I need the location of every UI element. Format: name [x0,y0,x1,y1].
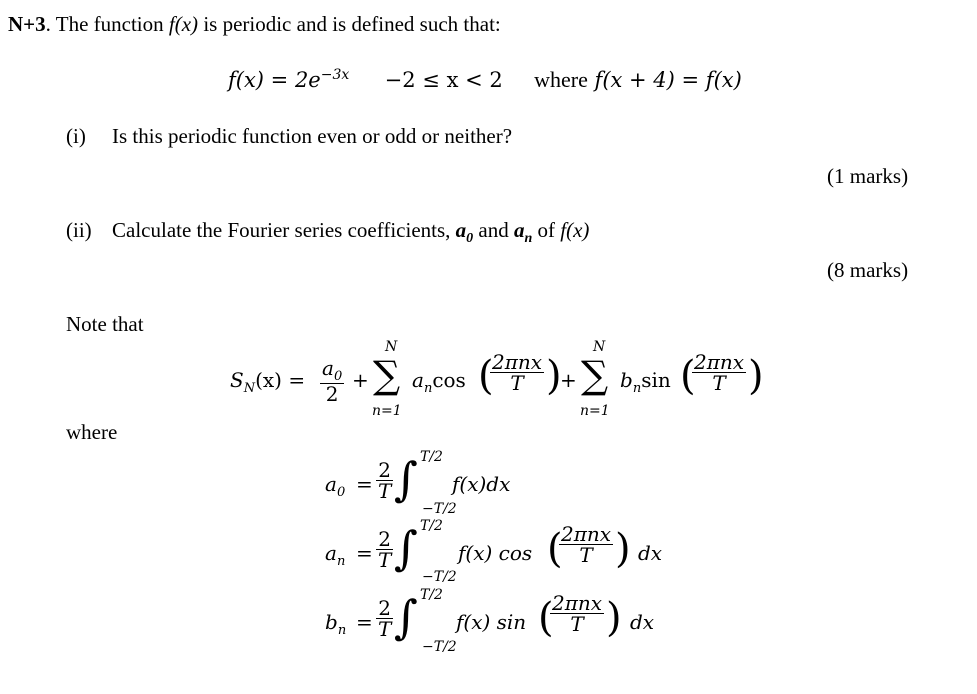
half-num: a [322,356,334,380]
sin-label: sin [641,368,671,392]
an-term-sub: n [423,381,433,396]
a0-lhs-sub: 0 [336,485,346,500]
bn-lhs [325,612,346,637]
series-S-sub: N [243,381,256,396]
part-ii-a0-sub: 0 [466,231,474,247]
sum2-upper: N [593,339,606,355]
bn-T: T [378,617,392,641]
sum2-sigma: ∑ [581,353,609,397]
definition-where: where [534,67,588,92]
series-plus-1: + [352,368,369,392]
cos-arg-den: T [490,372,544,393]
an-lower-limit: −T/2 [422,569,457,585]
a0-lhs [325,474,345,499]
note-where: where [66,420,118,444]
an-integral-sign: ∫ [394,521,418,575]
bn-lhs-sub: n [337,623,347,638]
bn-integral-sign: ∫ [394,590,418,644]
part-ii-marks: (8 marks) [827,258,909,282]
an-two: 2 [378,527,392,551]
bn-integrand: f(x) sin [456,610,527,634]
a0-lhs-letter: a [325,472,337,496]
part-i-marks: (1 marks) [827,164,909,188]
question-intro: . The function [45,12,169,36]
bn-two-over-T [376,598,393,639]
bn-argument [550,593,604,634]
sin-arg-den: T [692,372,746,393]
an-lhs [325,543,345,568]
series-S-arg: (x) = [255,368,306,392]
definition-period: f(x + 4) = f(x) [594,68,742,92]
definition-range: −2 ≤ x < 2 [384,68,503,92]
an-argument [559,524,613,565]
cos-label: cos [432,368,466,392]
bn-paren-right: ) [606,595,622,641]
sin-arg-num: 2πnx [694,350,745,374]
bn-arg-den: T [550,613,604,634]
series-half-fraction [320,358,344,404]
sum2-lower: n=1 [580,403,610,419]
sum1-sigma: ∑ [373,353,401,397]
half-den: 2 [320,383,344,404]
sin-paren-right: ) [748,353,764,399]
an-dx: dx [638,541,663,565]
series-bn-term [620,370,671,395]
a0-T: T [378,479,392,503]
part-ii-of: of [532,218,561,242]
an-upper-limit: T/2 [420,518,443,534]
series-plus-2: + [560,368,577,392]
part-ii-label: (ii) [66,218,92,242]
a0-upper-limit: T/2 [420,449,443,465]
bn-term-sub: n [632,381,642,396]
question-header [8,14,501,35]
part-ii-text [112,220,589,246]
part-ii-a0: a [455,218,467,242]
part-ii-fx: f(x) [560,218,590,242]
a0-integral-sign: ∫ [394,452,418,506]
half-num-sub: 0 [333,369,343,384]
part-ii-text-a: Calculate the Fourier series coefficients, [112,218,456,242]
bn-upper-limit: T/2 [420,587,443,603]
sum1-upper: N [385,339,398,355]
bn-two: 2 [378,596,392,620]
question-intro-end: is periodic and is defined such that: [198,12,501,36]
an-term: a [412,368,424,392]
an-paren-right: ) [615,526,631,572]
bn-arg-num: 2πnx [552,591,603,615]
sin-paren-left: ( [680,353,696,399]
question-fx: f(x) [168,12,199,36]
an-T: T [378,548,392,572]
part-ii-an-sub: n [524,231,533,247]
an-arg-den: T [559,544,613,565]
series-S: S [230,368,244,392]
an-integrand: f(x) cos [458,541,533,565]
question-number: N+3 [8,12,46,36]
an-paren-left: ( [547,526,563,572]
function-definition [228,68,742,91]
part-ii-and: and [473,218,514,242]
a0-two: 2 [378,458,392,482]
part-ii-an: a [513,218,525,242]
a0-equals: = [356,472,373,496]
note-label: Note that [66,312,144,336]
a0-lower-limit: −T/2 [422,501,457,517]
bn-dx: dx [630,610,655,634]
series-an-term [412,370,466,395]
bn-term: b [620,368,633,392]
bn-lower-limit: −T/2 [422,639,457,655]
cos-argument [490,352,544,393]
bn-equals: = [356,610,373,634]
a0-two-over-T [376,460,393,501]
a0-integrand: f(x)dx [452,472,511,496]
bn-lhs-letter: b [325,610,338,634]
part-i-text: Is this periodic function even or odd or neither? [112,124,513,148]
an-arg-num: 2πnx [561,522,612,546]
part-i-label: (i) [66,124,86,148]
bn-paren-left: ( [538,595,554,641]
an-lhs-letter: a [325,541,337,565]
an-two-over-T [376,529,393,570]
cos-paren-left: ( [478,353,494,399]
cos-arg-num: 2πnx [492,350,543,374]
definition-lhs: f(x) = 2e [228,68,321,92]
sin-argument [692,352,746,393]
definition-exponent: −3x [320,67,350,83]
cos-paren-right: ) [546,353,562,399]
an-lhs-sub: n [336,554,346,569]
series-lhs [230,370,305,395]
sum1-lower: n=1 [372,403,402,419]
an-equals: = [356,541,373,565]
